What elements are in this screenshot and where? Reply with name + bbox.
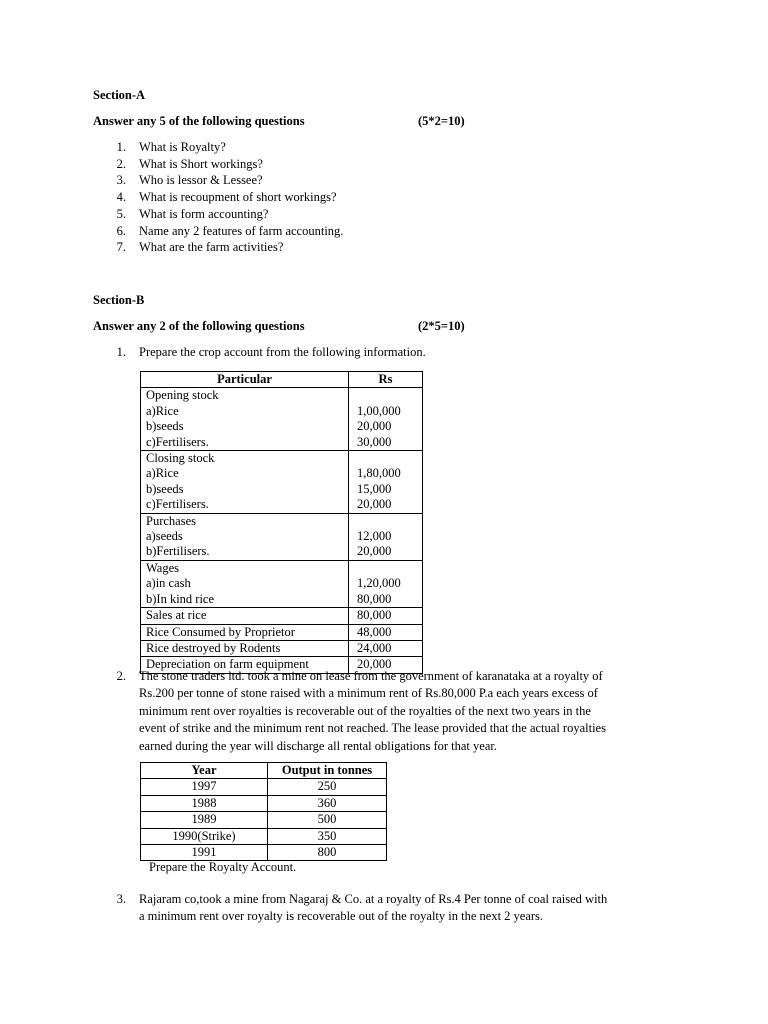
output-cell: 360: [268, 795, 387, 811]
particular-cell: Rice destroyed by Rodents: [141, 640, 349, 656]
exam-page: Section-A Answer any 5 of the following questions (5*2=10) 1. What is Royalty? 2. What is Short workings? 3. Who is lessor & Lessee? 4. What is recoupment of short workings? 5. What is form accounting? 6. Name any 2 features of farm accounting. 7. What are the farm activities? Section-B Answer any 2 of the following questions (2*5=10) 1. Prepare the crop account from the following information. Particular Rs Opening stock a)Rice b)seeds c)Fertilisers. 1,00,000 20,000 30,000 Closing stock a)Rice b)seeds c)Fertilisers. 1,80,000 15,000 20,000 Purchases a)seeds b)Fertilisers. 12,000 20,000 Wages a)in cash b)In kind rice 1,20,000 80,000 Sales at rice 80,000 Rice Consumed by Proprietor 48,000 Rice destroyed by Rodents 24,000 Depreciation on farm equipment 20,000 2. The stone traders ltd. took a mine on lease from the government of karanataka at a royalty of Rs.200 per tonne of stone raised with a minimum rent of Rs.80,000 P.a each years excess of minimum rent over royalties is recoverable out of the royalties of the next two years in the event of strike and the minimum rent not reached. The lease provided that the actual royalties earned during the year will discharge all rental obligations for that year. Year Output in tonnes 1997 250 1988 360 1989 500 1990(Strike) 350 1991 800 Prepare the Royalty Account. 3. Rajaram co,took a mine from Nagaraj & Co. at a royalty of Rs.4 Per tonne of coal raised with a minimum rent over royalty is recoverable out of the royalty in the next 2 years.: [0, 0, 768, 1024]
question-2-text: The stone traders ltd. took a mine on lease from the government of karanataka at a royalty of Rs.200 per tonne of stone raised with a minimum rent of Rs.80,000 P.a each years excess of minimum rent over royalties is recoverable out of the royalties of the next two years in the event of strike and the minimum rent not reached. The lease provided that the actual royalties earned during the year will discharge all rental obligations for that year.: [139, 669, 606, 753]
question-2-footer: Prepare the Royalty Account.: [149, 860, 297, 874]
table-row: [141, 608, 423, 624]
table-row: [141, 513, 423, 560]
table-row: [141, 779, 387, 795]
question-1-text: Prepare the crop account from the following information.: [139, 345, 426, 359]
column-header-rs: Rs: [349, 372, 423, 388]
particular-cell: Sales at rice: [141, 608, 349, 624]
question-3-number: 3.: [116, 892, 126, 906]
section-b-instruction: Answer any 2 of the following questions: [93, 319, 305, 333]
amount-cell: 48,000: [349, 624, 423, 640]
column-header-year: Year: [141, 763, 268, 779]
table-header-row: [141, 763, 387, 779]
table-row: [141, 795, 387, 811]
section-a-title: Section-A: [93, 88, 146, 102]
output-cell: 800: [268, 845, 387, 861]
question-1-number: 1.: [116, 345, 126, 359]
particular-cell: Closing stock a)Rice b)seeds c)Fertilisers.: [141, 451, 349, 514]
year-cell: 1991: [141, 845, 268, 861]
column-header-particular: Particular: [141, 372, 349, 388]
section-a-marks: (5*2=10): [418, 114, 465, 128]
year-cell: 1988: [141, 795, 268, 811]
amount-cell: 1,20,000 80,000: [349, 560, 423, 607]
amount-cell: 80,000: [349, 608, 423, 624]
table-row: [141, 451, 423, 514]
particular-cell: Depreciation on farm equipment: [141, 657, 349, 673]
output-cell: 250: [268, 779, 387, 795]
amount-cell: 24,000: [349, 640, 423, 656]
year-cell: 1990(Strike): [141, 828, 268, 844]
table-header-row: [141, 372, 423, 388]
question-2-number: 2.: [116, 669, 126, 683]
amount-cell: 20,000: [349, 657, 423, 673]
amount-cell: 12,000 20,000: [349, 513, 423, 560]
amount-cell: 1,80,000 15,000 20,000: [349, 451, 423, 514]
royalty-output-table: [140, 762, 387, 861]
table-row: [141, 560, 423, 607]
table-row: [141, 640, 423, 656]
particular-cell: Wages a)in cash b)In kind rice: [141, 560, 349, 607]
table-row: [141, 812, 387, 828]
amount-cell: 1,00,000 20,000 30,000: [349, 388, 423, 451]
column-header-output: Output in tonnes: [268, 763, 387, 779]
section-b-marks: (2*5=10): [418, 319, 465, 333]
crop-account-table: [140, 371, 423, 674]
year-cell: 1989: [141, 812, 268, 828]
section-a-instruction: Answer any 5 of the following questions: [93, 114, 305, 128]
output-cell: 350: [268, 828, 387, 844]
particular-cell: Rice Consumed by Proprietor: [141, 624, 349, 640]
question-3-text: Rajaram co,took a mine from Nagaraj & Co. at a royalty of Rs.4 Per tonne of coal raised with a minimum rent over royalty is recoverable out of the royalty in the next 2 years.: [139, 892, 608, 924]
year-cell: 1997: [141, 779, 268, 795]
section-b-title: Section-B: [93, 293, 145, 307]
output-cell: 500: [268, 812, 387, 828]
particular-cell: Opening stock a)Rice b)seeds c)Fertilisers.: [141, 388, 349, 451]
particular-cell: Purchases a)seeds b)Fertilisers.: [141, 513, 349, 560]
table-row: [141, 828, 387, 844]
table-row: [141, 624, 423, 640]
table-row: [141, 388, 423, 451]
